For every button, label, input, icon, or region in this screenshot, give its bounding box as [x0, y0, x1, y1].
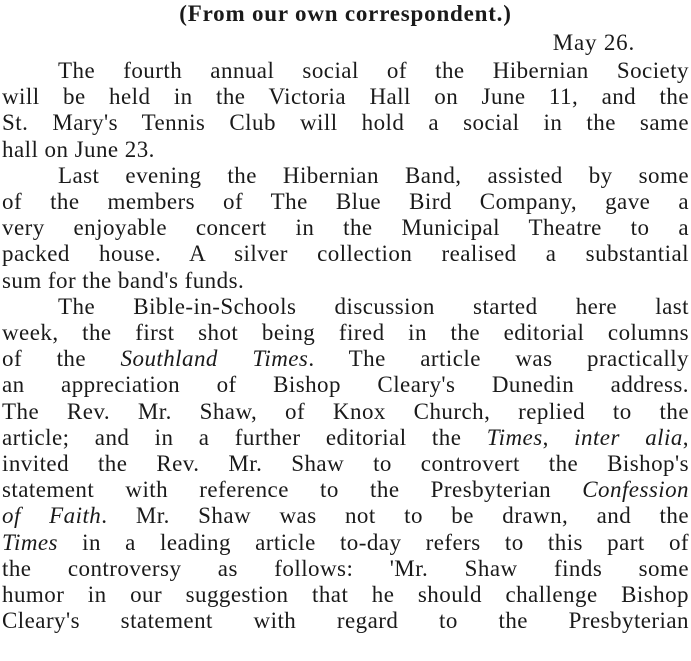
correspondent-heading: (From our own correspondent.)	[179, 1, 512, 26]
text-line: The Bible-in-Schools discussion started here last	[58, 293, 689, 319]
text-line: St. Mary's Tennis Club will hold a social in the same	[2, 110, 689, 136]
text-line: sum for the band's funds.	[2, 267, 245, 293]
paragraph-band-concert	[2, 163, 689, 294]
text-line: invited the Rev. Mr. Shaw to controvert the Bishop's	[2, 451, 689, 477]
paragraph-hibernian-social	[2, 58, 689, 163]
dateline: May 26.	[552, 30, 635, 55]
text-line: humor in our suggestion that he should challenge Bishop	[2, 582, 689, 608]
text-line: The fourth annual social of the Hibernian Society	[58, 58, 689, 83]
text-line: packed house. A silver collection realised a substantial	[2, 241, 689, 267]
text-line: of the Southland Times. The article was practically	[2, 346, 689, 372]
text-line: Last evening the Hibernian Band, assisted by some	[58, 162, 689, 188]
article-body	[2, 58, 689, 634]
text-line: article; and in a further editorial the Times, inter alia,	[2, 424, 689, 450]
text-line: statement with reference to the Presbyterian Confession	[2, 477, 689, 503]
text-line: will be held in the Victoria Hall on June 11, and the	[2, 84, 689, 110]
text-line: an appreciation of Bishop Cleary's Dunedin address.	[2, 372, 689, 398]
text-line: Cleary's statement with regard to the Presbyterian	[2, 608, 689, 634]
text-line: of the members of The Blue Bird Company, gave a	[2, 189, 689, 215]
text-line: the controversy as follows: 'Mr. Shaw finds some	[2, 555, 689, 581]
text-line: week, the first shot being fired in the editorial columns	[2, 320, 689, 346]
paragraph-bible-in-schools	[2, 294, 689, 635]
text-line: of Faith. Mr. Shaw was not to be drawn, and the	[2, 503, 689, 529]
text-line: The Rev. Mr. Shaw, of Knox Church, replied to the	[2, 398, 689, 424]
text-line: Times in a leading article to-day refers to this part of	[2, 529, 689, 555]
text-line: hall on June 23.	[2, 136, 155, 162]
text-line: very enjoyable concert in the Municipal Theatre to a	[2, 215, 689, 241]
